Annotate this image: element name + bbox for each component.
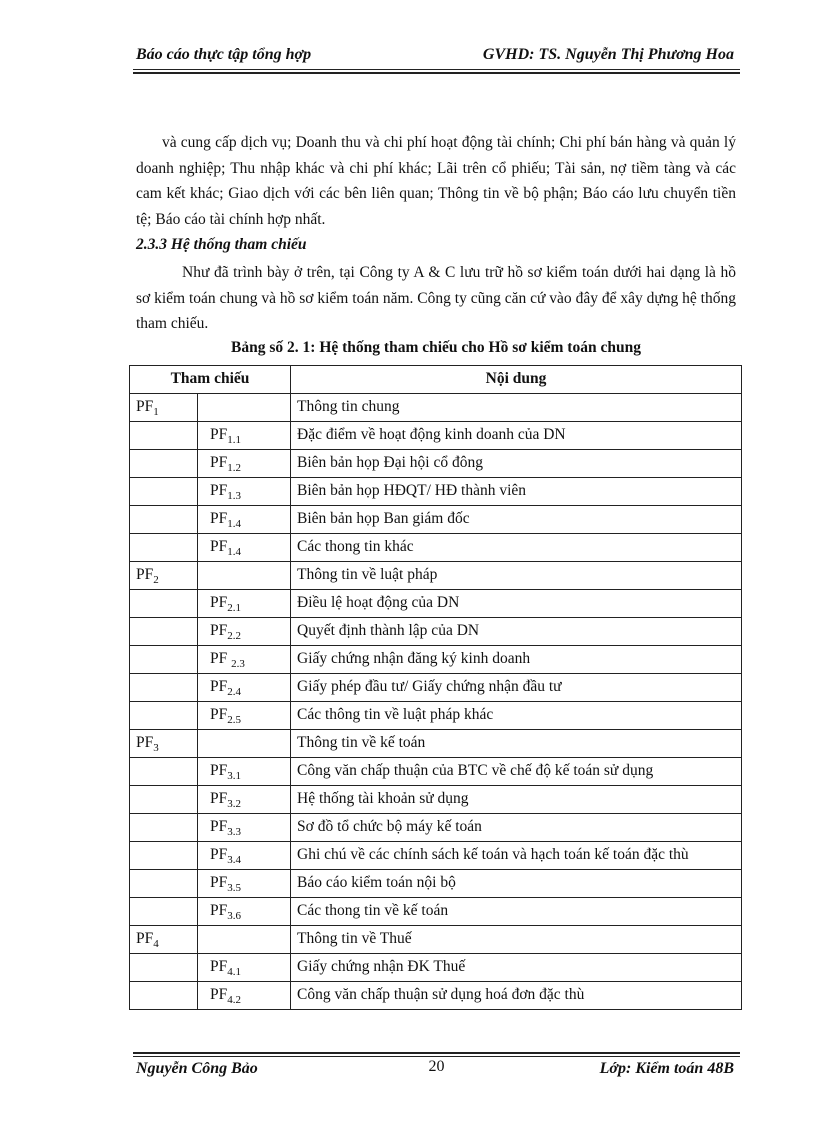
empty-cell [198, 730, 291, 758]
header-reference: Tham chiếu [130, 366, 291, 394]
reference-content: Biên bản họp Đại hội cổ đông [291, 450, 742, 478]
page-header [133, 44, 740, 68]
reference-content: Thông tin về kế toán [291, 730, 742, 758]
table-row [130, 450, 742, 478]
table-row [130, 786, 742, 814]
reference-prefix: PF [210, 762, 228, 779]
reference-subscript: 3.5 [227, 882, 241, 894]
footer-class: Lớp: Kiểm toán 48B [599, 1060, 734, 1077]
reference-prefix: PF [136, 734, 154, 751]
header-supervisor: GVHD: TS. Nguyễn Thị Phương Hoa [482, 46, 734, 63]
empty-cell [130, 478, 198, 506]
reference-content: Đặc điểm về hoạt động kinh doanh của DN [291, 422, 742, 450]
section-heading: 2.3.3 Hệ thống tham chiếu [136, 236, 307, 253]
empty-cell [130, 506, 198, 534]
table-row [130, 730, 742, 758]
table-row [130, 842, 742, 870]
table-row [130, 422, 742, 450]
page-footer [133, 1052, 740, 1092]
empty-cell [130, 842, 198, 870]
reference-subscript: 3 [153, 742, 159, 754]
reference-prefix: PF [210, 874, 228, 891]
reference-content: Thông tin về luật pháp [291, 562, 742, 590]
empty-cell [130, 422, 198, 450]
reference-content: Biên bản họp Ban giám đốc [291, 506, 742, 534]
table-row [130, 562, 742, 590]
empty-cell [130, 590, 198, 618]
empty-cell [130, 786, 198, 814]
reference-content: Công văn chấp thuận của BTC về chế độ kế toán sử dụng [291, 758, 742, 786]
reference-content: Giấy phép đầu tư/ Giấy chứng nhận đầu tư [291, 674, 742, 702]
reference-code [198, 534, 291, 562]
reference-content: Thông tin về Thuế [291, 926, 742, 954]
empty-cell [130, 982, 198, 1010]
empty-cell [198, 926, 291, 954]
reference-prefix: PF [210, 426, 228, 443]
reference-subscript: 3.6 [227, 910, 241, 922]
reference-code [130, 562, 198, 590]
table-row [130, 870, 742, 898]
reference-subscript: 3.3 [227, 826, 241, 838]
reference-subscript: 4 [153, 938, 159, 950]
table-caption: Bảng số 2. 1: Hệ thống tham chiếu cho Hồ sơ kiểm toán chung [231, 339, 641, 356]
table-row [130, 646, 742, 674]
reference-prefix: PF [136, 398, 154, 415]
table-row [130, 898, 742, 926]
reference-prefix: PF [210, 706, 228, 723]
reference-code [198, 870, 291, 898]
reference-code [198, 758, 291, 786]
header-rule [133, 69, 740, 70]
empty-cell [130, 534, 198, 562]
table-row [130, 702, 742, 730]
empty-cell [198, 394, 291, 422]
reference-subscript: 1.1 [227, 434, 241, 446]
reference-code [198, 478, 291, 506]
empty-cell [198, 562, 291, 590]
reference-prefix: PF [136, 566, 154, 583]
reference-code [198, 590, 291, 618]
empty-cell [130, 450, 198, 478]
reference-content: Ghi chú về các chính sách kế toán và hạch toán kế toán đặc thù [291, 842, 742, 870]
reference-code [198, 842, 291, 870]
reference-content: Các thong tin khác [291, 534, 742, 562]
reference-prefix: PF [210, 650, 232, 667]
empty-cell [130, 758, 198, 786]
reference-subscript: 1.4 [227, 546, 241, 558]
table-row [130, 394, 742, 422]
reference-code [198, 786, 291, 814]
empty-cell [130, 702, 198, 730]
footer-rule-thick [133, 1052, 740, 1054]
footer-author: Nguyễn Công Bảo [136, 1060, 258, 1077]
reference-subscript: 1.3 [227, 490, 241, 502]
reference-prefix: PF [210, 958, 228, 975]
reference-content: Các thong tin về kế toán [291, 898, 742, 926]
empty-cell [130, 646, 198, 674]
table-row [130, 506, 742, 534]
reference-content: Giấy chứng nhận đăng ký kinh doanh [291, 646, 742, 674]
reference-code [130, 394, 198, 422]
empty-cell [130, 898, 198, 926]
empty-cell [130, 870, 198, 898]
reference-code [130, 926, 198, 954]
reference-subscript: 3.4 [227, 854, 241, 866]
table-body [130, 394, 742, 1010]
reference-code [198, 450, 291, 478]
reference-content: Điều lệ hoạt động của DN [291, 590, 742, 618]
reference-content: Sơ đồ tổ chức bộ máy kế toán [291, 814, 742, 842]
reference-code [198, 422, 291, 450]
empty-cell [130, 954, 198, 982]
table-row [130, 618, 742, 646]
reference-subscript: 4.2 [227, 994, 241, 1006]
reference-subscript: 2 [153, 574, 159, 586]
reference-content: Hệ thống tài khoản sử dụng [291, 786, 742, 814]
reference-prefix: PF [210, 482, 228, 499]
reference-subscript: 1.2 [227, 462, 241, 474]
table-row [130, 954, 742, 982]
reference-subscript: 3.1 [227, 770, 241, 782]
reference-subscript: 2.5 [227, 714, 241, 726]
page-number: 20 [428, 1058, 445, 1075]
reference-content: Quyết định thành lập của DN [291, 618, 742, 646]
header-report-title: Báo cáo thực tập tổng hợp [136, 46, 312, 63]
reference-subscript: 4.1 [227, 966, 241, 978]
empty-cell [130, 674, 198, 702]
table-row [130, 674, 742, 702]
reference-subscript: 3.2 [227, 798, 241, 810]
reference-code [198, 982, 291, 1010]
table-header-row [130, 366, 742, 394]
reference-code [198, 814, 291, 842]
reference-code [198, 702, 291, 730]
header-rule-thick [133, 72, 740, 74]
reference-code [198, 954, 291, 982]
reference-subscript: 1 [153, 406, 159, 418]
reference-code [198, 506, 291, 534]
table-row [130, 814, 742, 842]
reference-subscript: 2.2 [227, 630, 241, 642]
table-row [130, 478, 742, 506]
reference-prefix: PF [210, 818, 228, 835]
reference-code [198, 646, 291, 674]
empty-cell [130, 618, 198, 646]
reference-prefix: PF [210, 538, 228, 555]
reference-subscript: 2.3 [231, 658, 245, 670]
reference-content: Công văn chấp thuận sử dụng hoá đơn đặc thù [291, 982, 742, 1010]
table-row [130, 758, 742, 786]
table-row [130, 534, 742, 562]
empty-cell [130, 814, 198, 842]
reference-prefix: PF [210, 790, 228, 807]
reference-prefix: PF [136, 930, 154, 947]
reference-content: Giấy chứng nhận ĐK Thuế [291, 954, 742, 982]
reference-code [198, 674, 291, 702]
reference-prefix: PF [210, 622, 228, 639]
reference-prefix: PF [210, 846, 228, 863]
paragraph-reference-system: Như đã trình bày ở trên, tại Công ty A & C lưu trữ hồ sơ kiểm toán dưới hai dạng là hồ sơ kiểm toán chung và hồ sơ kiểm toán năm. Công ty cũng căn cứ vào đây để xây dựng hệ thống tham chiếu. [136, 264, 736, 333]
reference-content: Thông tin chung [291, 394, 742, 422]
reference-prefix: PF [210, 678, 228, 695]
paragraph-intro: và cung cấp dịch vụ; Doanh thu và chi phí hoạt động tài chính; Chi phí bán hàng và quản lý doanh nghiệp; Thu nhập khác và chi phí khác; Lãi trên cổ phiếu; Tài sản, nợ tiềm tàng và các cam kết khác; Giao dịch với các bên liên quan; Thông tin về bộ phận; Báo cáo lưu chuyển tiền tệ; Báo cáo tài chính hợp nhất. [136, 134, 736, 228]
reference-prefix: PF [210, 510, 228, 527]
reference-code [198, 618, 291, 646]
reference-table [129, 365, 742, 1010]
reference-code [198, 898, 291, 926]
reference-subscript: 2.4 [227, 686, 241, 698]
reference-content: Biên bản họp HĐQT/ HĐ thành viên [291, 478, 742, 506]
reference-subscript: 1.4 [227, 518, 241, 530]
reference-content: Các thông tin về luật pháp khác [291, 702, 742, 730]
reference-prefix: PF [210, 986, 228, 1003]
reference-content: Báo cáo kiểm toán nội bộ [291, 870, 742, 898]
table-row [130, 926, 742, 954]
footer-rule [133, 1056, 740, 1057]
reference-subscript: 2.1 [227, 602, 241, 614]
reference-prefix: PF [210, 454, 228, 471]
reference-code [130, 730, 198, 758]
table-row [130, 590, 742, 618]
header-content: Nội dung [291, 366, 742, 394]
reference-prefix: PF [210, 594, 228, 611]
table-row [130, 982, 742, 1010]
reference-prefix: PF [210, 902, 228, 919]
